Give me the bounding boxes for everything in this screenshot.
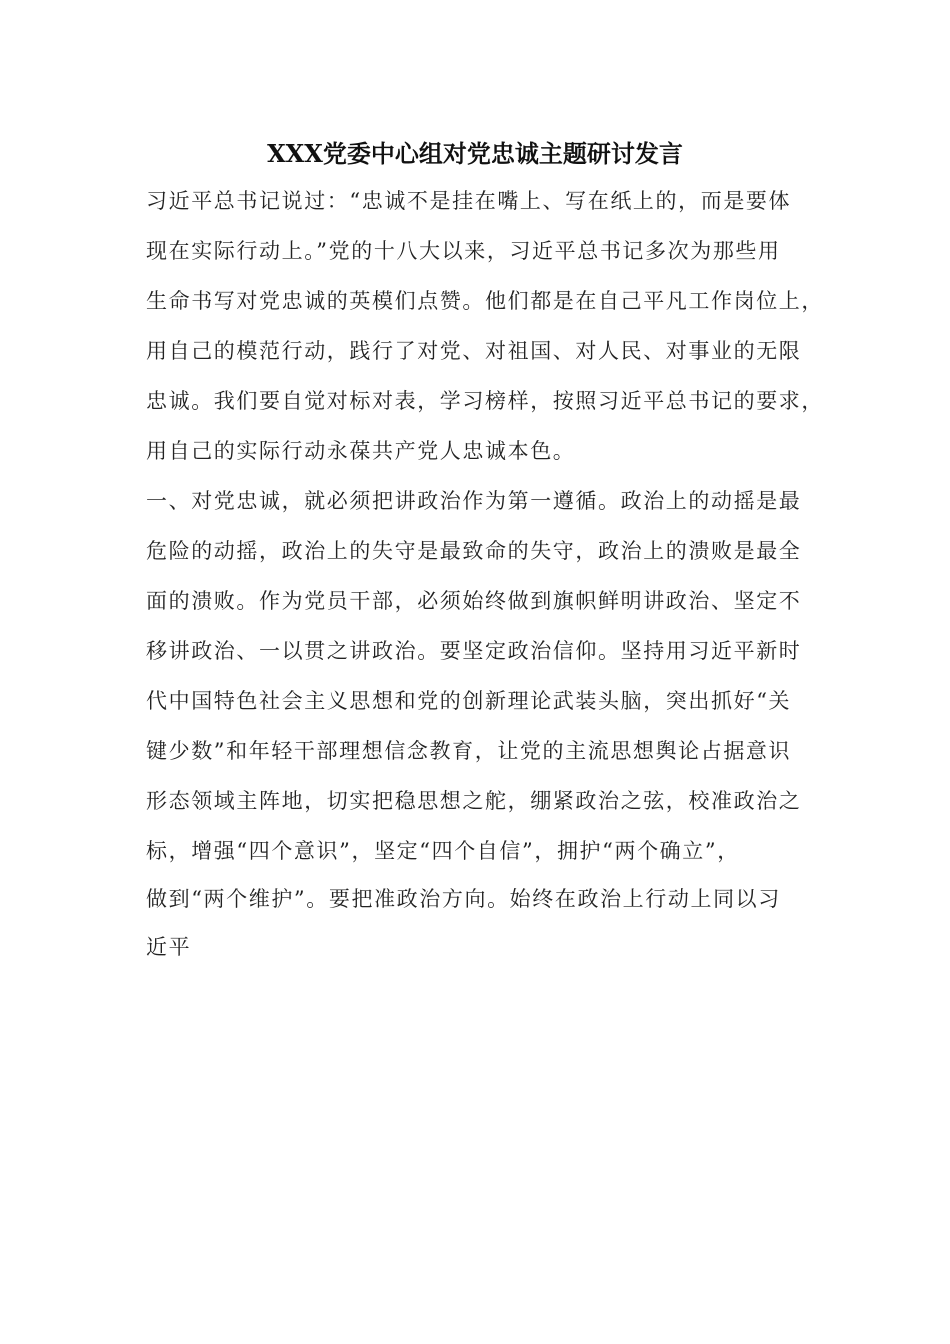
paragraph-line: 移讲政治、一以贯之讲政治。要坚定政治信仰。坚持用习近平新时 — [146, 639, 802, 663]
paragraph-line: 生命书写对党忠诚的英模们点赞。他们都是在自己平凡工作岗位上， — [146, 289, 824, 313]
paragraph-line: 一、对党忠诚，就必须把讲政治作为第一遵循。政治上的动摇是最 — [146, 489, 802, 513]
paragraph-line: 近平 — [146, 935, 192, 959]
paragraph-line: 代中国特色社会主义思想和党的创新理论武装头脑，突出抓好“关 — [146, 689, 792, 713]
paragraph-line: 现在实际行动上。”党的十八大以来，习近平总书记多次为那些用 — [146, 239, 781, 263]
paragraph-line: 做到“两个维护”。要把准政治方向。始终在政治上行动上同以习 — [146, 887, 781, 911]
paragraph-line: 忠诚。我们要自觉对标对表，学习榜样，按照习近平总书记的要求， — [146, 389, 824, 413]
document-title: XXX党委中心组对党忠诚主题研讨发言 — [267, 139, 683, 168]
paragraph-line: 键少数”和年轻干部理想信念教育，让党的主流思想舆论占据意识 — [146, 739, 792, 763]
paragraph-line: 用自己的实际行动永葆共产党人忠诚本色。 — [146, 439, 576, 463]
paragraph-line: 形态领域主阵地，切实把稳思想之舵，绷紧政治之弦，校准政治之 — [146, 789, 802, 813]
paragraph-line: 习近平总书记说过：“忠诚不是挂在嘴上、写在纸上的，而是要体 — [146, 189, 792, 213]
paragraph-line: 危险的动摇，政治上的失守是最致命的失守，政治上的溃败是最全 — [146, 539, 802, 563]
paragraph-line: 标，增强“四个意识”，坚定“四个自信”，拥护“两个确立”， — [146, 839, 740, 863]
paragraph-line: 面的溃败。作为党员干部，必须始终做到旗帜鲜明讲政治、坚定不 — [146, 589, 802, 613]
paragraph-line: 用自己的模范行动，践行了对党、对祖国、对人民、对事业的无限 — [146, 339, 802, 363]
